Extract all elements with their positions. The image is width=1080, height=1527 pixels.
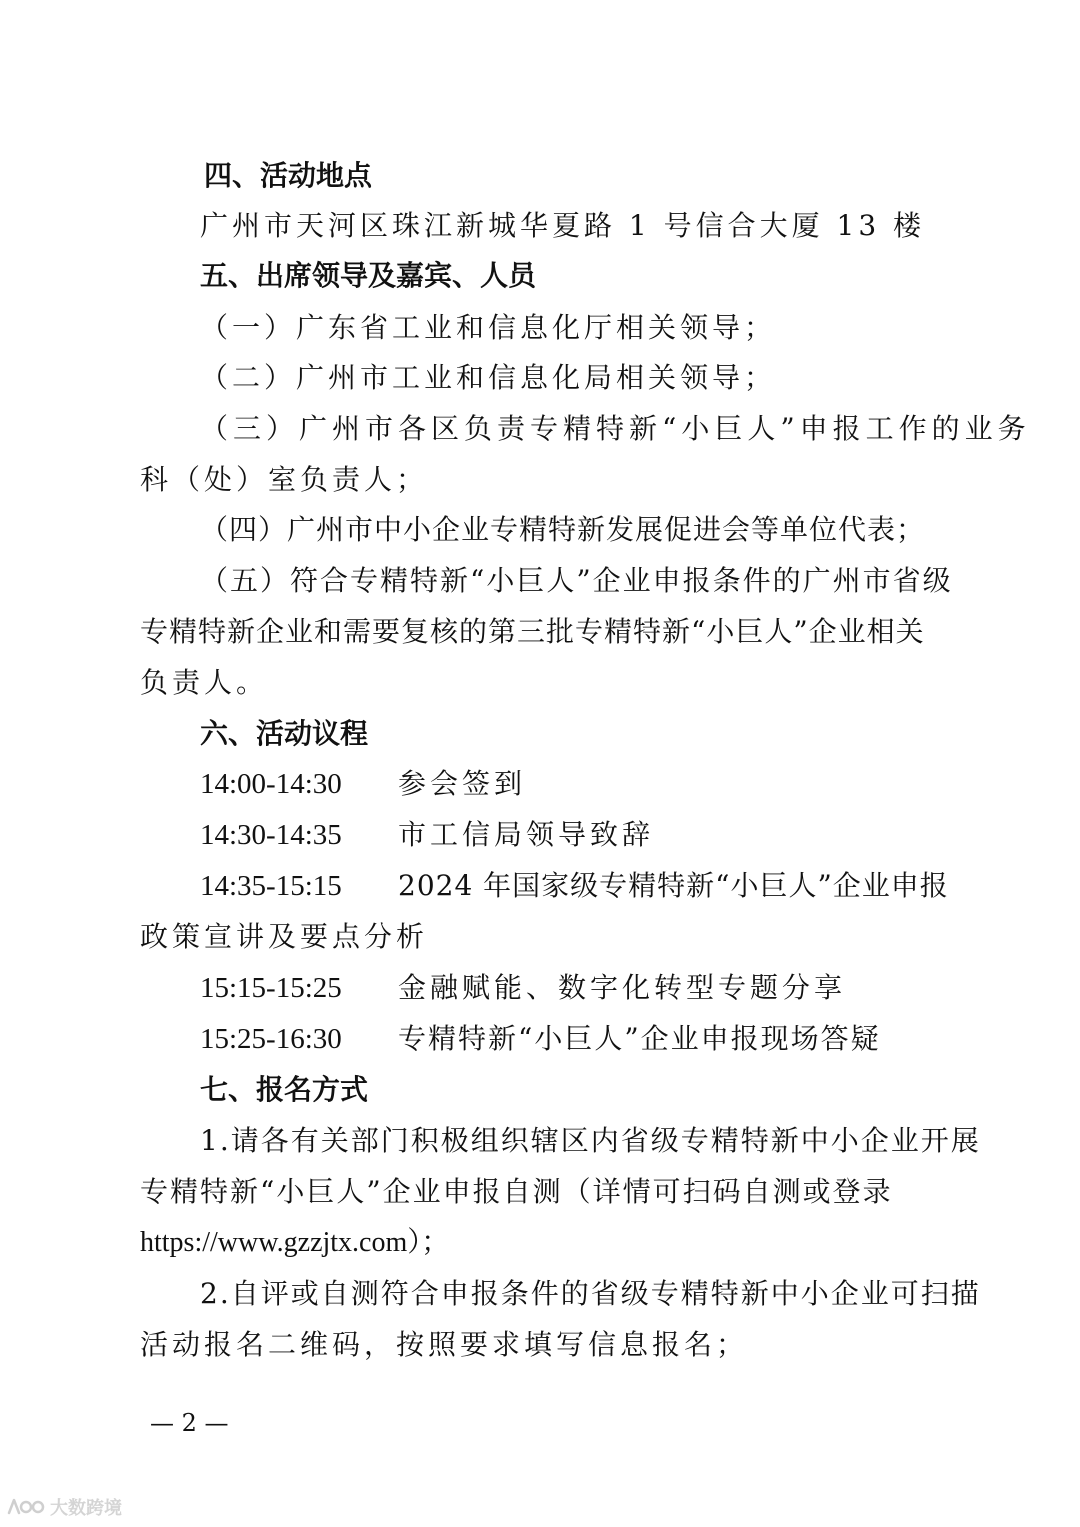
section-5-item-5-line-3: 负责人。: [140, 666, 269, 699]
agenda-item: 专精特新“小巨人”企业申报现场答疑: [398, 1022, 881, 1055]
page-number: — 2 —: [150, 1409, 229, 1437]
section-4-heading: 四、活动地点: [204, 159, 373, 192]
section-7-heading: 七、报名方式: [200, 1073, 369, 1106]
section-5-item-2: （二）广州市工业和信息化局相关领导；: [200, 361, 777, 394]
agenda-time: 14:35-15:15: [200, 870, 342, 902]
watermark-text: 大数跨境: [50, 1498, 122, 1519]
agenda-row: [0, 868, 1080, 904]
agenda-item-continuation: 政策宣讲及要点分析: [140, 920, 429, 953]
agenda-row: [0, 1021, 1080, 1057]
section-7-para-1-line-2: 专精特新“小巨人”企业申报自测（详情可扫码自测或登录: [140, 1175, 893, 1208]
agenda-time: 15:15-15:25: [200, 972, 342, 1004]
section-5-item-3-line-1: （三）广州市各区负责专精特新“小巨人”申报工作的业务: [200, 412, 1031, 445]
agenda-item: 市工信局领导致辞: [398, 818, 655, 851]
watermark: [6, 1494, 122, 1520]
agenda-row: [0, 766, 1080, 802]
section-7-para-2-line-1: 2.自评或自测符合申报条件的省级专精特新中小企业可扫描: [200, 1277, 981, 1310]
agenda-time: 15:25-16:30: [200, 1023, 342, 1055]
section-6-heading: 六、活动议程: [200, 717, 369, 750]
agenda-row: [0, 970, 1080, 1006]
section-5-item-4: （四）广州市中小企业专精特新发展促进会等单位代表；: [200, 513, 926, 546]
section-5-heading: 五、出席领导及嘉宾、人员: [200, 259, 537, 292]
section-5-item-5-line-1: （五）符合专精特新“小巨人”企业申报条件的广州市省级: [200, 564, 953, 597]
agenda-row: [0, 817, 1080, 853]
section-5-item-3-line-2: 科（处）室负责人；: [140, 463, 429, 496]
agenda-item: 金融赋能、数字化转型专题分享: [398, 971, 847, 1004]
dashuju-logo-icon: [6, 1497, 46, 1517]
section-5-item-1: （一）广东省工业和信息化厅相关领导；: [200, 311, 777, 344]
section-7-para-2-line-2: 活动报名二维码，按照要求填写信息报名；: [140, 1328, 749, 1361]
section-7-para-1-line-3: https://www.gzzjtx.com）；: [140, 1227, 450, 1258]
agenda-time: 14:00-14:30: [200, 768, 342, 800]
agenda-time: 14:30-14:35: [200, 819, 342, 851]
section-5-item-5-line-2: 专精特新企业和需要复核的第三批专精特新“小巨人”企业相关: [140, 615, 925, 648]
section-4-address: 广州市天河区珠江新城华夏路 1 号信合大厦 13 楼: [200, 209, 926, 242]
agenda-item: 2024 年国家级专精特新“小巨人”企业申报: [398, 869, 949, 902]
section-7-para-1-line-1: 1.请各有关部门积极组织辖区内省级专精特新中小企业开展: [200, 1124, 981, 1157]
agenda-item: 参会签到: [398, 767, 527, 800]
